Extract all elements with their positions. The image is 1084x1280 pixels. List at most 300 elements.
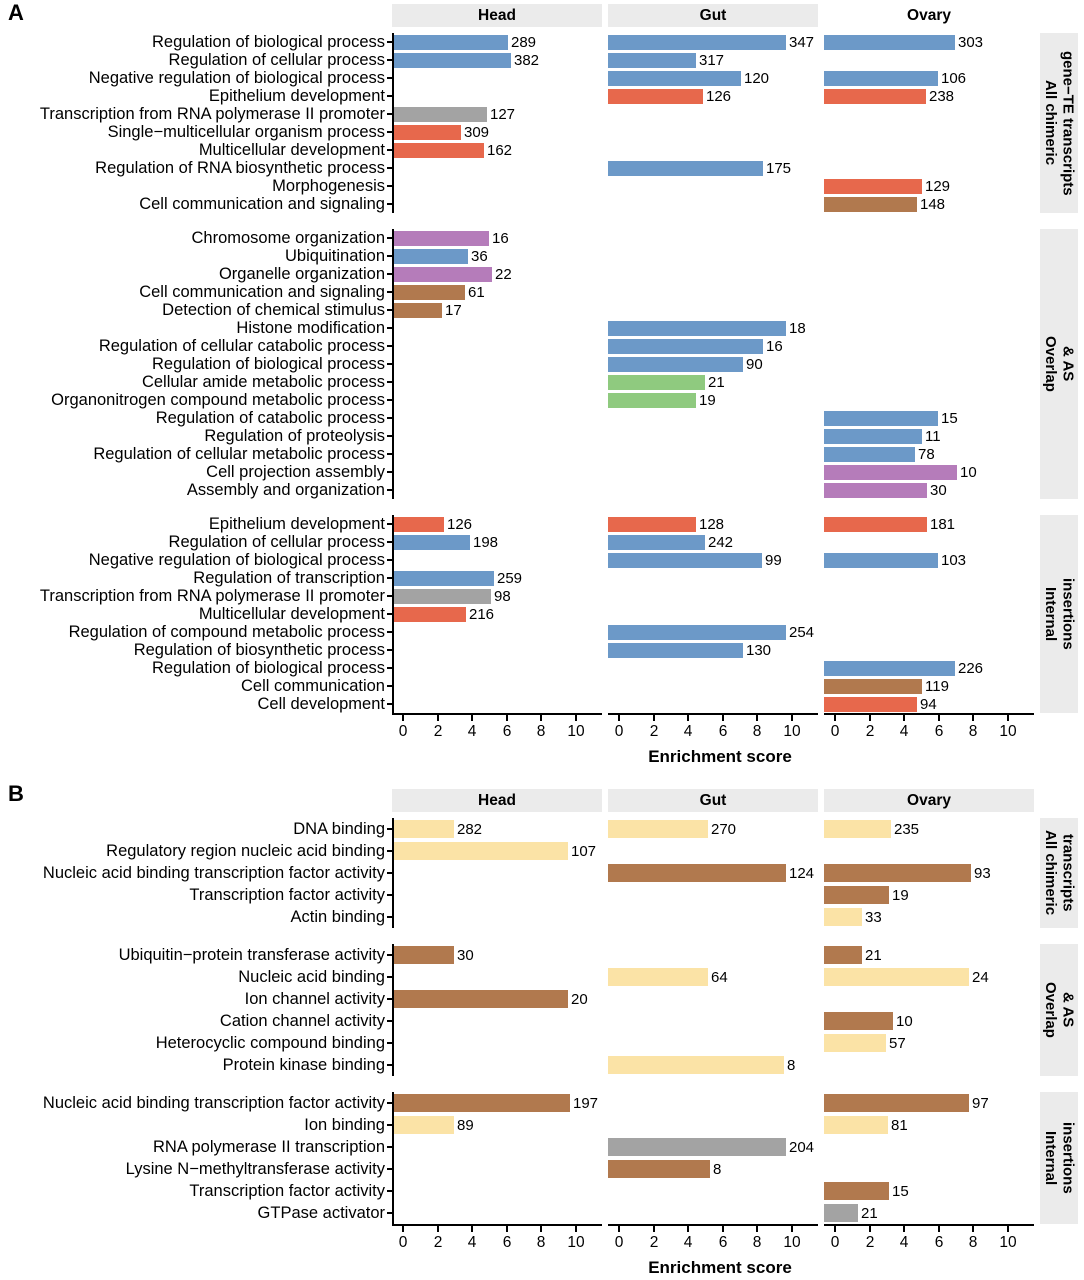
chart-row xyxy=(0,569,1084,587)
bar-value-label: 30 xyxy=(457,946,474,964)
plot-cell-ovary xyxy=(824,906,1034,928)
x-tick-mark xyxy=(540,1226,542,1232)
facet-header-ovary: Ovary xyxy=(907,6,951,24)
y-axis-tick xyxy=(385,569,392,587)
facet-strip-label xyxy=(1042,830,1077,915)
y-axis-tick xyxy=(385,481,392,499)
bar-value-label: 17 xyxy=(445,301,462,319)
y-axis-tick xyxy=(385,391,392,409)
plot-cell-gut xyxy=(608,906,818,928)
x-tick-mark xyxy=(575,715,577,721)
plot-cell-ovary xyxy=(824,1202,1034,1224)
plot-cell-ovary xyxy=(824,1092,1034,1114)
plot-cell-head xyxy=(392,229,602,247)
plot-cell-ovary xyxy=(824,944,1034,966)
bar xyxy=(608,53,696,68)
plot-cell-gut xyxy=(608,1092,818,1114)
bar xyxy=(824,1094,969,1112)
x-tick-label: 4 xyxy=(467,723,477,740)
plot-cell-ovary xyxy=(824,988,1034,1010)
x-tick-label: 4 xyxy=(899,723,909,740)
bar xyxy=(394,946,454,964)
bar xyxy=(608,968,708,986)
y-axis-tick xyxy=(385,373,392,391)
y-axis-tick xyxy=(385,1032,392,1054)
row-label: Regulation of biological process xyxy=(152,354,385,373)
bar-value-label: 20 xyxy=(571,990,588,1008)
plot-cell-gut xyxy=(608,463,818,481)
chart-row xyxy=(0,391,1084,409)
bar-value-label: 81 xyxy=(891,1116,908,1134)
plot-cell-head xyxy=(392,677,602,695)
facet-header-gut: Gut xyxy=(608,789,818,812)
chart-row xyxy=(0,587,1084,605)
x-tick-mark xyxy=(938,1226,940,1232)
plot-cell-head xyxy=(392,373,602,391)
plot-cell-gut xyxy=(608,818,818,840)
plot-cell-head xyxy=(392,301,602,319)
plot-cell-gut xyxy=(608,159,818,177)
plot-cell-head xyxy=(392,1158,602,1180)
plot-cell-head xyxy=(392,105,602,123)
plot-cell-gut xyxy=(608,1158,818,1180)
bar-value-label: 15 xyxy=(892,1182,909,1200)
y-axis-tick xyxy=(385,533,392,551)
x-tick-label: 2 xyxy=(433,723,443,740)
facet-strip-line: transcripts xyxy=(1059,834,1077,912)
x-tick-label: 10 xyxy=(567,1234,585,1251)
y-axis-tick xyxy=(385,677,392,695)
plot-cell-gut xyxy=(608,265,818,283)
y-axis-tick xyxy=(385,605,392,623)
y-axis-tick xyxy=(385,247,392,265)
bar-value-label: 93 xyxy=(974,864,991,882)
bar-value-label: 126 xyxy=(706,87,732,105)
chart-row xyxy=(0,659,1084,677)
plot-cell-head xyxy=(392,409,602,427)
plot-cell-head xyxy=(392,69,602,87)
facet-strip-label xyxy=(1042,1122,1077,1194)
facet-strip-line: gene−TE transcripts xyxy=(1059,50,1077,196)
plot-cell-gut xyxy=(608,247,818,265)
bar xyxy=(608,35,786,50)
plot-cell-ovary xyxy=(824,123,1034,141)
y-axis-tick xyxy=(385,463,392,481)
x-tick-label: 0 xyxy=(398,1234,408,1251)
bar xyxy=(824,946,862,964)
x-tick-label: 8 xyxy=(752,1234,762,1251)
x-axis-title-text: Enrichment score xyxy=(648,747,792,766)
plot-cell-head xyxy=(392,33,602,51)
chart-row xyxy=(0,1010,1084,1032)
chart-row xyxy=(0,69,1084,87)
bar-value-label: 317 xyxy=(699,51,725,69)
row-label: Regulation of RNA biosynthetic process xyxy=(95,158,385,177)
bar xyxy=(394,517,444,532)
y-axis-tick xyxy=(385,33,392,51)
x-tick-label: 4 xyxy=(899,1234,909,1251)
x-tick-label: 8 xyxy=(752,723,762,740)
plot-cell-head xyxy=(392,515,602,533)
bar-value-label: 16 xyxy=(492,229,509,247)
chart-row xyxy=(0,301,1084,319)
chart-row xyxy=(0,409,1084,427)
chart-row xyxy=(0,1136,1084,1158)
bar-value-label: 97 xyxy=(972,1094,989,1112)
row-label: Lysine N−methyltransferase activity xyxy=(125,1159,385,1178)
bar xyxy=(608,375,705,390)
facet-section-B-1 xyxy=(0,818,1084,928)
row-label: Epithelium development xyxy=(208,86,385,105)
x-tick-label: 10 xyxy=(567,723,585,740)
row-label: Negative regulation of biological process xyxy=(88,550,385,569)
x-tick-label: 8 xyxy=(968,723,978,740)
y-axis-tick xyxy=(385,1010,392,1032)
bar xyxy=(824,820,891,838)
bar xyxy=(608,71,741,86)
bar xyxy=(394,107,487,122)
bar xyxy=(824,517,927,532)
x-axis-title xyxy=(0,747,1084,769)
plot-cell-ovary xyxy=(824,818,1034,840)
row-label: Ion channel activity xyxy=(244,989,385,1008)
bar-value-label: 15 xyxy=(941,409,958,427)
x-axis-gut xyxy=(608,713,818,749)
facet-strip xyxy=(1040,944,1078,1076)
x-tick-mark xyxy=(437,715,439,721)
row-label: Assembly and organization xyxy=(186,480,385,499)
chart-row xyxy=(0,840,1084,862)
x-tick-label: 6 xyxy=(718,723,728,740)
plot-cell-ovary xyxy=(824,427,1034,445)
row-label: Cell communication xyxy=(241,676,385,695)
bar-value-label: 10 xyxy=(896,1012,913,1030)
plot-cell-head xyxy=(392,159,602,177)
bar-value-label: 130 xyxy=(746,641,772,659)
bar xyxy=(394,53,511,68)
plot-cell-head xyxy=(392,445,602,463)
x-tick-mark xyxy=(402,1226,404,1232)
bar xyxy=(824,1034,886,1052)
facet-strip-label xyxy=(1042,336,1077,392)
plot-cell-ovary xyxy=(824,51,1034,69)
y-axis-tick xyxy=(385,587,392,605)
y-axis-tick xyxy=(385,177,392,195)
chart-row xyxy=(0,229,1084,247)
chart-row xyxy=(0,373,1084,391)
bar xyxy=(824,968,969,986)
chart-row xyxy=(0,966,1084,988)
plot-cell-head xyxy=(392,337,602,355)
bar-value-label: 21 xyxy=(708,373,725,391)
plot-cell-gut xyxy=(608,87,818,105)
row-label: Ubiquitination xyxy=(285,246,385,265)
facet-strip xyxy=(1040,515,1078,713)
bar xyxy=(824,197,917,212)
bar xyxy=(394,1116,454,1134)
plot-cell-ovary xyxy=(824,641,1034,659)
facet-header-head: Head xyxy=(392,789,602,812)
x-tick-label: 0 xyxy=(830,723,840,740)
chart-row xyxy=(0,355,1084,373)
x-tick-label: 6 xyxy=(934,1234,944,1251)
x-tick-mark xyxy=(869,715,871,721)
chart-row xyxy=(0,463,1084,481)
x-tick-label: 2 xyxy=(865,1234,875,1251)
plot-cell-head xyxy=(392,623,602,641)
plot-cell-head xyxy=(392,533,602,551)
bar-value-label: 18 xyxy=(789,319,806,337)
chart-row xyxy=(0,1114,1084,1136)
bar xyxy=(394,125,461,140)
plot-cell-ovary xyxy=(824,677,1034,695)
plot-cell-head xyxy=(392,283,602,301)
bar xyxy=(608,357,743,372)
chart-row xyxy=(0,427,1084,445)
y-axis-tick xyxy=(385,884,392,906)
plot-cell-ovary xyxy=(824,1180,1034,1202)
y-axis-tick xyxy=(385,229,392,247)
y-axis-tick xyxy=(385,355,392,373)
row-label: Ion binding xyxy=(304,1115,385,1134)
row-label: Protein kinase binding xyxy=(222,1055,385,1074)
plot-cell-ovary xyxy=(824,481,1034,499)
bar-value-label: 289 xyxy=(511,33,537,51)
bar xyxy=(394,231,489,246)
chart-row xyxy=(0,33,1084,51)
row-label: Regulation of catabolic process xyxy=(155,408,385,427)
bar xyxy=(824,447,915,462)
plot-cell-head xyxy=(392,247,602,265)
bar xyxy=(824,1204,858,1222)
bar xyxy=(608,339,763,354)
x-axis-ovary xyxy=(824,713,1034,749)
plot-cell-gut xyxy=(608,195,818,213)
bar-value-label: 89 xyxy=(457,1116,474,1134)
plot-cell-head xyxy=(392,51,602,69)
bar xyxy=(824,179,922,194)
x-tick-mark xyxy=(791,1226,793,1232)
y-axis-tick xyxy=(385,1202,392,1224)
row-label: Regulation of cellular catabolic process xyxy=(98,336,385,355)
bar-value-label: 90 xyxy=(746,355,763,373)
plot-cell-ovary xyxy=(824,605,1034,623)
row-label: Morphogenesis xyxy=(272,176,385,195)
chart-row xyxy=(0,641,1084,659)
y-axis-tick xyxy=(385,818,392,840)
y-axis-tick xyxy=(385,301,392,319)
plot-cell-gut xyxy=(608,283,818,301)
bar xyxy=(394,842,568,860)
plot-cell-ovary xyxy=(824,884,1034,906)
x-tick-mark xyxy=(687,715,689,721)
bar-value-label: 124 xyxy=(789,864,815,882)
chart-row xyxy=(0,283,1084,301)
bar xyxy=(824,35,955,50)
chart-row xyxy=(0,195,1084,213)
bar xyxy=(608,1160,710,1178)
bar xyxy=(824,1012,893,1030)
bar-value-label: 19 xyxy=(699,391,716,409)
plot-cell-gut xyxy=(608,1010,818,1032)
y-axis-tick xyxy=(385,1092,392,1114)
y-axis-tick xyxy=(385,1054,392,1076)
plot-cell-head xyxy=(392,1032,602,1054)
bar xyxy=(608,161,763,176)
panel-B xyxy=(0,769,1084,1280)
x-tick-label: 4 xyxy=(683,723,693,740)
bar xyxy=(824,553,938,568)
y-axis-tick xyxy=(385,966,392,988)
x-tick-mark xyxy=(575,1226,577,1232)
y-axis-tick xyxy=(385,695,392,713)
y-axis-tick xyxy=(385,337,392,355)
plot-cell-ovary xyxy=(824,966,1034,988)
row-label: RNA polymerase II transcription xyxy=(152,1137,385,1156)
plot-cell-ovary xyxy=(824,533,1034,551)
bar xyxy=(608,625,786,640)
chart-row xyxy=(0,695,1084,713)
x-axis-title-text: Enrichment score xyxy=(648,1258,792,1277)
y-axis-tick xyxy=(385,862,392,884)
facet-header-row xyxy=(0,789,1084,812)
plot-cell-ovary xyxy=(824,569,1034,587)
chart-row xyxy=(0,1032,1084,1054)
bar xyxy=(608,321,786,336)
plot-cell-gut xyxy=(608,966,818,988)
bar-value-label: 309 xyxy=(464,123,490,141)
row-label: Cellular amide metabolic process xyxy=(141,372,385,391)
bar xyxy=(824,483,927,498)
bar-value-label: 78 xyxy=(918,445,935,463)
plot-cell-head xyxy=(392,177,602,195)
row-label: Heterocyclic compound binding xyxy=(155,1033,385,1052)
x-tick-label: 0 xyxy=(614,1234,624,1251)
x-tick-mark xyxy=(653,1226,655,1232)
y-axis-tick xyxy=(385,319,392,337)
bar xyxy=(824,661,955,676)
facet-strip-line: Overlap xyxy=(1042,982,1059,1038)
facet-strip-line: insertions xyxy=(1059,1122,1077,1194)
plot-cell-gut xyxy=(608,533,818,551)
x-tick-label: 6 xyxy=(718,1234,728,1251)
plot-cell-gut xyxy=(608,481,818,499)
bar xyxy=(608,553,762,568)
plot-cell-gut xyxy=(608,301,818,319)
plot-cell-head xyxy=(392,641,602,659)
plot-cell-gut xyxy=(608,337,818,355)
bar-value-label: 254 xyxy=(789,623,815,641)
plot-cell-head xyxy=(392,1180,602,1202)
bar xyxy=(608,535,705,550)
plot-cell-head xyxy=(392,818,602,840)
bar-value-label: 197 xyxy=(573,1094,599,1112)
row-label: Regulation of biosynthetic process xyxy=(133,640,385,659)
panel-letter-B: B xyxy=(8,781,24,806)
facet-header-ovary: Ovary xyxy=(824,789,1034,812)
facet-strip-line: Overlap xyxy=(1042,336,1059,392)
facet-strip-label xyxy=(1042,982,1077,1038)
y-axis-tick xyxy=(385,906,392,928)
chart-row xyxy=(0,906,1084,928)
plot-cell-gut xyxy=(608,373,818,391)
chart-row xyxy=(0,177,1084,195)
plot-cell-head xyxy=(392,605,602,623)
y-axis-tick xyxy=(385,69,392,87)
facet-section-A-3 xyxy=(0,515,1084,713)
bar xyxy=(608,1056,784,1074)
row-label: Regulation of cellular process xyxy=(168,50,385,69)
plot-cell-ovary xyxy=(824,229,1034,247)
bar-value-label: 162 xyxy=(487,141,513,159)
plot-cell-ovary xyxy=(824,1114,1034,1136)
row-label: Regulation of biological process xyxy=(152,658,385,677)
plot-cell-ovary xyxy=(824,69,1034,87)
plot-cell-head xyxy=(392,355,602,373)
chart-row xyxy=(0,247,1084,265)
plot-cell-ovary xyxy=(824,1010,1034,1032)
y-axis-tick xyxy=(385,1180,392,1202)
plot-cell-head xyxy=(392,1136,602,1158)
plot-cell-ovary xyxy=(824,1136,1034,1158)
row-label: Multicellular development xyxy=(198,604,385,623)
plot-cell-gut xyxy=(608,862,818,884)
plot-cell-gut xyxy=(608,587,818,605)
x-tick-mark xyxy=(1007,715,1009,721)
x-tick-label: 0 xyxy=(398,723,408,740)
row-label: Nucleic acid binding xyxy=(238,967,385,986)
plot-cell-gut xyxy=(608,69,818,87)
plot-cell-gut xyxy=(608,1202,818,1224)
chart-row xyxy=(0,944,1084,966)
y-axis-tick xyxy=(385,641,392,659)
bar xyxy=(824,679,922,694)
row-label: Transcription factor activity xyxy=(189,885,385,904)
plot-cell-head xyxy=(392,659,602,677)
y-axis-tick xyxy=(385,1114,392,1136)
row-label: Regulation of cellular process xyxy=(168,532,385,551)
bar-value-label: 11 xyxy=(925,427,941,445)
y-axis-tick xyxy=(385,283,392,301)
bar xyxy=(608,89,703,104)
bar-value-label: 103 xyxy=(941,551,967,569)
y-axis-tick xyxy=(385,123,392,141)
x-tick-mark xyxy=(834,1226,836,1232)
x-tick-label: 10 xyxy=(783,1234,801,1251)
y-axis-tick xyxy=(385,944,392,966)
bar xyxy=(824,71,938,86)
bar xyxy=(824,886,889,904)
x-tick-mark xyxy=(869,1226,871,1232)
chart-row xyxy=(0,1180,1084,1202)
x-tick-label: 0 xyxy=(614,723,624,740)
bar-value-label: 120 xyxy=(744,69,770,87)
plot-cell-head xyxy=(392,587,602,605)
y-axis-tick xyxy=(385,87,392,105)
bar-value-label: 19 xyxy=(892,886,909,904)
bar xyxy=(394,303,442,318)
bar-value-label: 259 xyxy=(497,569,523,587)
y-axis-tick xyxy=(385,1136,392,1158)
plot-cell-head xyxy=(392,87,602,105)
bar xyxy=(824,1116,888,1134)
plot-cell-gut xyxy=(608,445,818,463)
plot-cell-gut xyxy=(608,391,818,409)
bar-value-label: 10 xyxy=(960,463,977,481)
bar xyxy=(824,908,862,926)
x-tick-label: 8 xyxy=(536,1234,546,1251)
chart-row xyxy=(0,87,1084,105)
